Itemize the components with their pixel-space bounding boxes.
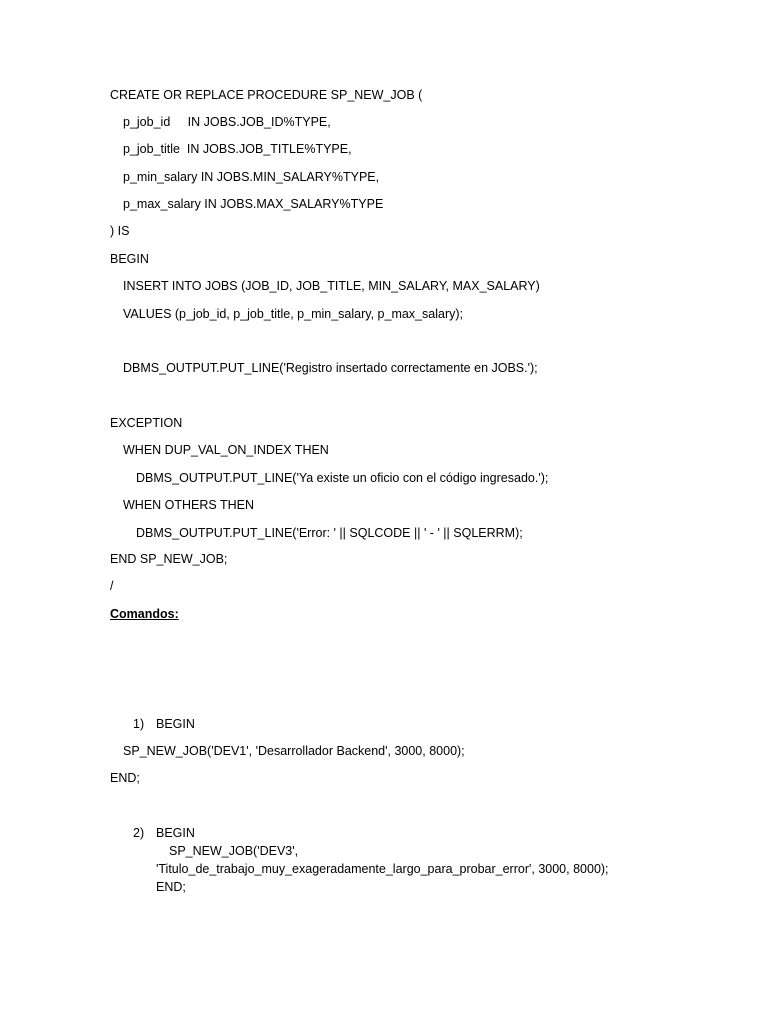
command-1-end: END; (110, 771, 140, 785)
command-1-number: 1) (133, 717, 145, 731)
code-line-create: CREATE OR REPLACE PROCEDURE SP_NEW_JOB ( (110, 88, 423, 102)
code-line-param-max-salary: p_max_salary IN JOBS.MAX_SALARY%TYPE (123, 197, 384, 211)
code-line-param-job-id: p_job_id IN JOBS.JOB_ID%TYPE, (123, 115, 331, 129)
command-2-call-line-1: SP_NEW_JOB('DEV3', (169, 844, 299, 858)
command-1-begin: BEGIN (156, 717, 195, 731)
code-line-put-line-success: DBMS_OUTPUT.PUT_LINE('Registro insertado correctamente en JOBS.'); (123, 361, 538, 375)
code-line-insert: INSERT INTO JOBS (JOB_ID, JOB_TITLE, MIN_SALARY, MAX_SALARY) (123, 279, 540, 293)
code-line-values: VALUES (p_job_id, p_job_title, p_min_salary, p_max_salary); (123, 307, 463, 321)
code-line-put-line-error: DBMS_OUTPUT.PUT_LINE('Error: ' || SQLCODE || ' - ' || SQLERRM); (136, 526, 523, 540)
command-2-number: 2) (133, 826, 145, 840)
code-line-end: END SP_NEW_JOB; (110, 552, 228, 566)
code-line-when-dup: WHEN DUP_VAL_ON_INDEX THEN (123, 443, 329, 457)
code-line-slash: / (110, 579, 114, 593)
code-line-param-min-salary: p_min_salary IN JOBS.MIN_SALARY%TYPE, (123, 170, 380, 184)
code-line-exception: EXCEPTION (110, 416, 183, 430)
command-1-call: SP_NEW_JOB('DEV1', 'Desarrollador Backend', 3000, 8000); (123, 744, 465, 758)
command-2-call-line-2: 'Titulo_de_trabajo_muy_exageradamente_largo_para_probar_error', 3000, 8000); (156, 862, 609, 876)
code-line-param-job-title: p_job_title IN JOBS.JOB_TITLE%TYPE, (123, 142, 352, 156)
code-line-put-line-dup: DBMS_OUTPUT.PUT_LINE('Ya existe un oficio con el código ingresado.'); (136, 471, 549, 485)
code-line-when-others: WHEN OTHERS THEN (123, 498, 255, 512)
command-2-begin: BEGIN (156, 826, 195, 840)
code-line-is: ) IS (110, 224, 130, 238)
commands-heading: Comandos: (110, 607, 179, 621)
command-2-end: END; (156, 880, 186, 894)
code-line-begin: BEGIN (110, 252, 149, 266)
